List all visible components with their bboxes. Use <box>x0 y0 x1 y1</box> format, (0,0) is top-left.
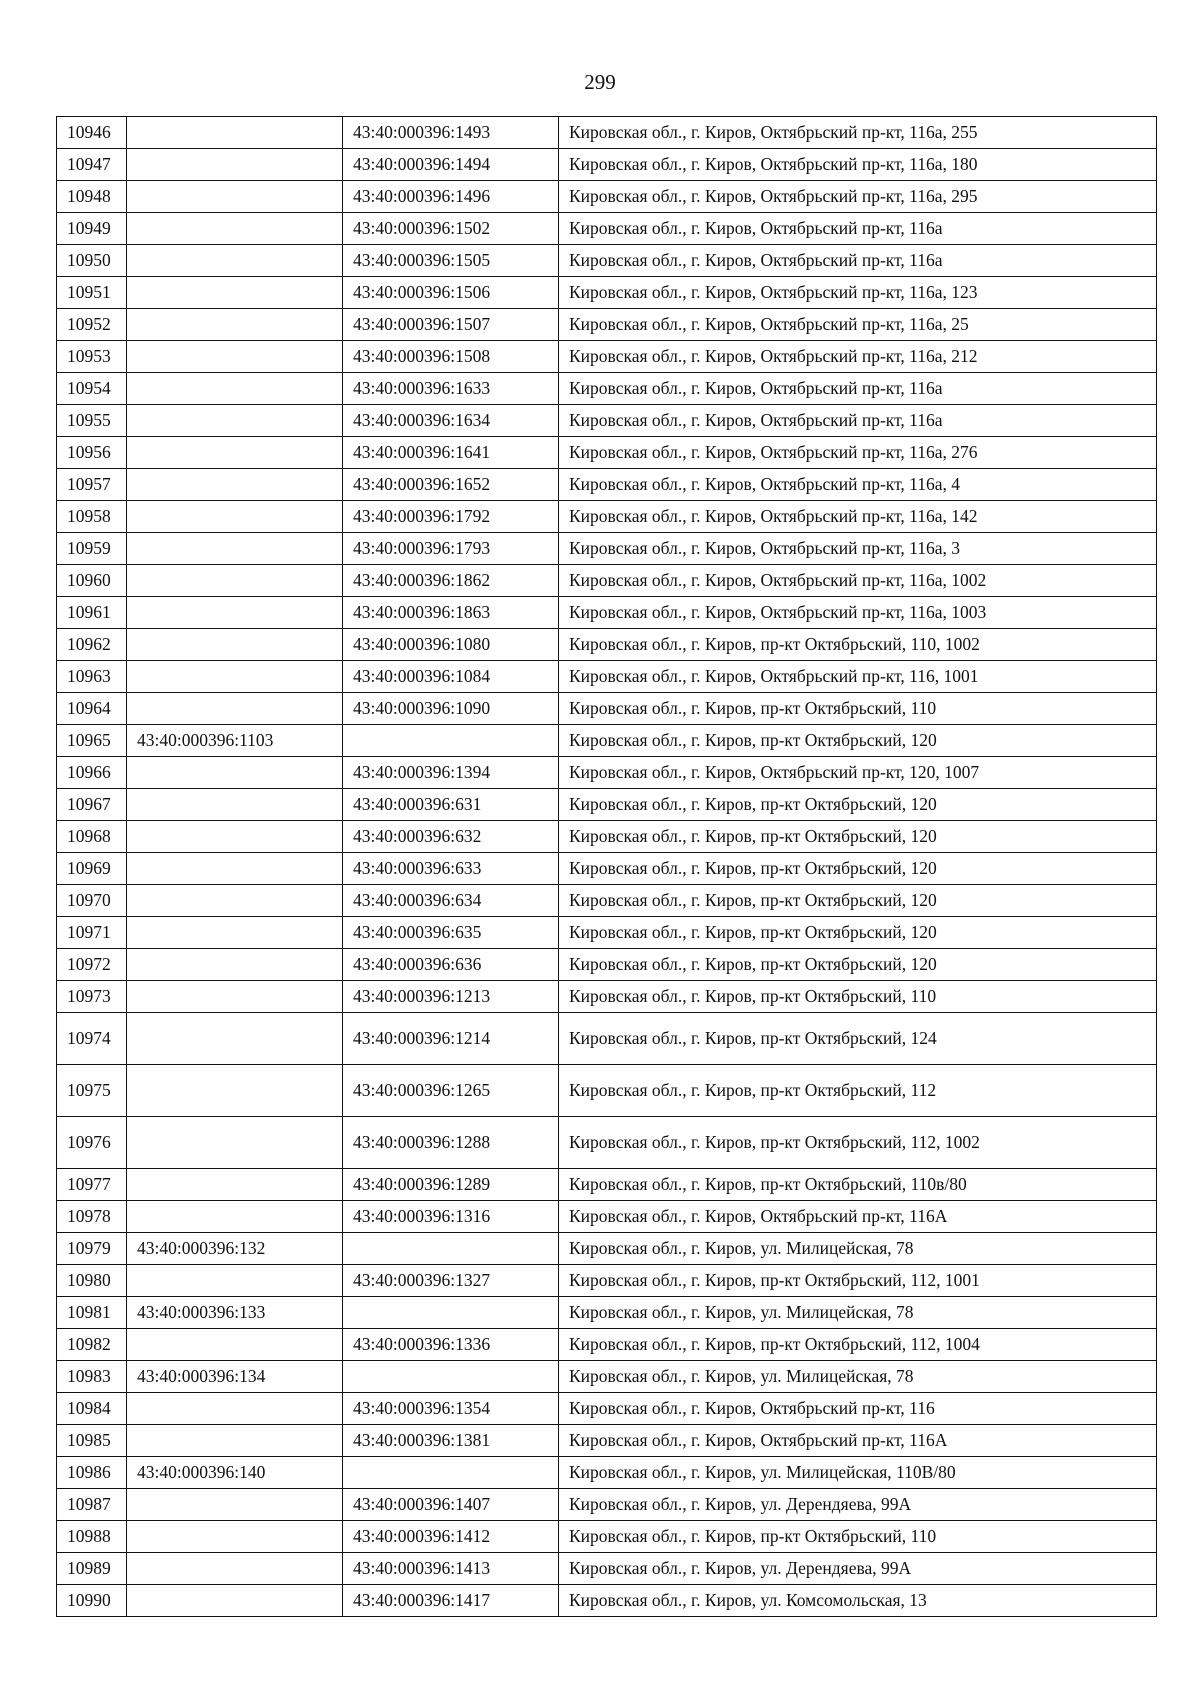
building-cadastral-cell <box>127 1489 343 1521</box>
premises-cadastral-cell <box>343 725 559 757</box>
registry-table <box>56 116 1157 1617</box>
building-cadastral-cell <box>127 981 343 1013</box>
row-number-cell: 10966 <box>57 757 127 789</box>
building-cadastral-cell <box>127 661 343 693</box>
premises-cadastral-cell: 43:40:000396:1494 <box>343 149 559 181</box>
row-number-cell: 10951 <box>57 277 127 309</box>
premises-cadastral-cell <box>343 1233 559 1265</box>
address-cell: Кировская обл., г. Киров, Октябрьский пр-кт, 116а, 4 <box>559 469 1157 501</box>
building-cadastral-cell <box>127 1169 343 1201</box>
table-row <box>57 1169 1157 1201</box>
premises-cadastral-cell: 43:40:000396:1316 <box>343 1201 559 1233</box>
premises-cadastral-cell: 43:40:000396:1084 <box>343 661 559 693</box>
premises-cadastral-cell: 43:40:000396:1506 <box>343 277 559 309</box>
premises-cadastral-cell: 43:40:000396:1213 <box>343 981 559 1013</box>
table-row <box>57 1329 1157 1361</box>
table-row <box>57 1117 1157 1169</box>
address-cell: Кировская обл., г. Киров, Октябрьский пр-кт, 116а, 255 <box>559 117 1157 149</box>
table-row <box>57 1585 1157 1617</box>
premises-cadastral-cell: 43:40:000396:634 <box>343 885 559 917</box>
table-row <box>57 949 1157 981</box>
premises-cadastral-cell <box>343 1297 559 1329</box>
premises-cadastral-cell: 43:40:000396:1641 <box>343 437 559 469</box>
building-cadastral-cell <box>127 917 343 949</box>
row-number-cell: 10961 <box>57 597 127 629</box>
address-cell: Кировская обл., г. Киров, ул. Дерендяева, 99А <box>559 1553 1157 1585</box>
row-number-cell: 10947 <box>57 149 127 181</box>
row-number-cell: 10973 <box>57 981 127 1013</box>
building-cadastral-cell <box>127 469 343 501</box>
premises-cadastral-cell: 43:40:000396:1336 <box>343 1329 559 1361</box>
premises-cadastral-cell: 43:40:000396:1793 <box>343 533 559 565</box>
row-number-cell: 10985 <box>57 1425 127 1457</box>
address-cell: Кировская обл., г. Киров, Октябрьский пр-кт, 116а, 295 <box>559 181 1157 213</box>
building-cadastral-cell <box>127 1013 343 1065</box>
table-row <box>57 1297 1157 1329</box>
row-number-cell: 10972 <box>57 949 127 981</box>
table-row <box>57 437 1157 469</box>
table-row <box>57 917 1157 949</box>
building-cadastral-cell <box>127 341 343 373</box>
premises-cadastral-cell: 43:40:000396:1652 <box>343 469 559 501</box>
address-cell: Кировская обл., г. Киров, пр-кт Октябрьский, 110 <box>559 981 1157 1013</box>
building-cadastral-cell <box>127 853 343 885</box>
table-row <box>57 1065 1157 1117</box>
building-cadastral-cell <box>127 757 343 789</box>
building-cadastral-cell <box>127 1265 343 1297</box>
premises-cadastral-cell: 43:40:000396:1863 <box>343 597 559 629</box>
premises-cadastral-cell: 43:40:000396:632 <box>343 821 559 853</box>
premises-cadastral-cell: 43:40:000396:1265 <box>343 1065 559 1117</box>
address-cell: Кировская обл., г. Киров, Октябрьский пр-кт, 116 <box>559 1393 1157 1425</box>
building-cadastral-cell: 43:40:000396:132 <box>127 1233 343 1265</box>
row-number-cell: 10977 <box>57 1169 127 1201</box>
address-cell: Кировская обл., г. Киров, Октябрьский пр-кт, 116а, 276 <box>559 437 1157 469</box>
row-number-cell: 10962 <box>57 629 127 661</box>
premises-cadastral-cell: 43:40:000396:1394 <box>343 757 559 789</box>
building-cadastral-cell <box>127 1117 343 1169</box>
building-cadastral-cell: 43:40:000396:140 <box>127 1457 343 1489</box>
table-row <box>57 117 1157 149</box>
row-number-cell: 10964 <box>57 693 127 725</box>
table-row <box>57 373 1157 405</box>
row-number-cell: 10980 <box>57 1265 127 1297</box>
row-number-cell: 10987 <box>57 1489 127 1521</box>
building-cadastral-cell <box>127 1553 343 1585</box>
row-number-cell: 10965 <box>57 725 127 757</box>
building-cadastral-cell <box>127 213 343 245</box>
row-number-cell: 10982 <box>57 1329 127 1361</box>
table-row <box>57 1265 1157 1297</box>
table-row <box>57 245 1157 277</box>
row-number-cell: 10954 <box>57 373 127 405</box>
table-row <box>57 629 1157 661</box>
table-row <box>57 1521 1157 1553</box>
premises-cadastral-cell: 43:40:000396:1289 <box>343 1169 559 1201</box>
building-cadastral-cell <box>127 821 343 853</box>
premises-cadastral-cell: 43:40:000396:1381 <box>343 1425 559 1457</box>
address-cell: Кировская обл., г. Киров, пр-кт Октябрьский, 110, 1002 <box>559 629 1157 661</box>
table-row <box>57 181 1157 213</box>
address-cell: Кировская обл., г. Киров, Октябрьский пр-кт, 116а, 180 <box>559 149 1157 181</box>
table-row <box>57 469 1157 501</box>
table-row <box>57 661 1157 693</box>
table-row <box>57 853 1157 885</box>
address-cell: Кировская обл., г. Киров, Октябрьский пр-кт, 120, 1007 <box>559 757 1157 789</box>
address-cell: Кировская обл., г. Киров, ул. Комсомольская, 13 <box>559 1585 1157 1617</box>
row-number-cell: 10948 <box>57 181 127 213</box>
building-cadastral-cell: 43:40:000396:133 <box>127 1297 343 1329</box>
building-cadastral-cell <box>127 245 343 277</box>
premises-cadastral-cell: 43:40:000396:1412 <box>343 1521 559 1553</box>
address-cell: Кировская обл., г. Киров, Октябрьский пр-кт, 116а <box>559 405 1157 437</box>
address-cell: Кировская обл., г. Киров, ул. Милицейская, 110В/80 <box>559 1457 1157 1489</box>
address-cell: Кировская обл., г. Киров, пр-кт Октябрьский, 112, 1004 <box>559 1329 1157 1361</box>
address-cell: Кировская обл., г. Киров, ул. Милицейская, 78 <box>559 1361 1157 1393</box>
building-cadastral-cell <box>127 1585 343 1617</box>
premises-cadastral-cell: 43:40:000396:1493 <box>343 117 559 149</box>
address-cell: Кировская обл., г. Киров, ул. Дерендяева, 99А <box>559 1489 1157 1521</box>
table-row <box>57 789 1157 821</box>
row-number-cell: 10949 <box>57 213 127 245</box>
building-cadastral-cell <box>127 437 343 469</box>
address-cell: Кировская обл., г. Киров, пр-кт Октябрьский, 120 <box>559 917 1157 949</box>
premises-cadastral-cell: 43:40:000396:1633 <box>343 373 559 405</box>
premises-cadastral-cell: 43:40:000396:1288 <box>343 1117 559 1169</box>
building-cadastral-cell <box>127 1393 343 1425</box>
address-cell: Кировская обл., г. Киров, Октябрьский пр-кт, 116а, 1003 <box>559 597 1157 629</box>
premises-cadastral-cell: 43:40:000396:1862 <box>343 565 559 597</box>
address-cell: Кировская обл., г. Киров, Октябрьский пр-кт, 116А <box>559 1201 1157 1233</box>
address-cell: Кировская обл., г. Киров, пр-кт Октябрьский, 120 <box>559 821 1157 853</box>
table-row <box>57 885 1157 917</box>
row-number-cell: 10981 <box>57 1297 127 1329</box>
table-row <box>57 1425 1157 1457</box>
table-row <box>57 213 1157 245</box>
premises-cadastral-cell: 43:40:000396:633 <box>343 853 559 885</box>
premises-cadastral-cell: 43:40:000396:635 <box>343 917 559 949</box>
premises-cadastral-cell: 43:40:000396:1214 <box>343 1013 559 1065</box>
row-number-cell: 10960 <box>57 565 127 597</box>
premises-cadastral-cell <box>343 1361 559 1393</box>
row-number-cell: 10950 <box>57 245 127 277</box>
building-cadastral-cell <box>127 629 343 661</box>
building-cadastral-cell <box>127 885 343 917</box>
table-row <box>57 1553 1157 1585</box>
row-number-cell: 10978 <box>57 1201 127 1233</box>
address-cell: Кировская обл., г. Киров, пр-кт Октябрьский, 120 <box>559 853 1157 885</box>
row-number-cell: 10952 <box>57 309 127 341</box>
row-number-cell: 10986 <box>57 1457 127 1489</box>
building-cadastral-cell <box>127 565 343 597</box>
premises-cadastral-cell: 43:40:000396:1417 <box>343 1585 559 1617</box>
table-row <box>57 309 1157 341</box>
building-cadastral-cell <box>127 1201 343 1233</box>
row-number-cell: 10971 <box>57 917 127 949</box>
building-cadastral-cell <box>127 277 343 309</box>
address-cell: Кировская обл., г. Киров, пр-кт Октябрьский, 120 <box>559 789 1157 821</box>
row-number-cell: 10975 <box>57 1065 127 1117</box>
premises-cadastral-cell: 43:40:000396:1090 <box>343 693 559 725</box>
premises-cadastral-cell: 43:40:000396:1327 <box>343 1265 559 1297</box>
row-number-cell: 10970 <box>57 885 127 917</box>
address-cell: Кировская обл., г. Киров, Октябрьский пр-кт, 116а, 25 <box>559 309 1157 341</box>
premises-cadastral-cell: 43:40:000396:1354 <box>343 1393 559 1425</box>
table-row <box>57 1457 1157 1489</box>
building-cadastral-cell <box>127 693 343 725</box>
building-cadastral-cell <box>127 1329 343 1361</box>
building-cadastral-cell <box>127 309 343 341</box>
table-row <box>57 693 1157 725</box>
building-cadastral-cell <box>127 1425 343 1457</box>
table-row <box>57 501 1157 533</box>
address-cell: Кировская обл., г. Киров, пр-кт Октябрьский, 112, 1002 <box>559 1117 1157 1169</box>
building-cadastral-cell <box>127 789 343 821</box>
table-row <box>57 725 1157 757</box>
address-cell: Кировская обл., г. Киров, Октябрьский пр-кт, 116а <box>559 373 1157 405</box>
address-cell: Кировская обл., г. Киров, Октябрьский пр-кт, 116, 1001 <box>559 661 1157 693</box>
table-row <box>57 1361 1157 1393</box>
building-cadastral-cell <box>127 117 343 149</box>
table-row <box>57 757 1157 789</box>
table-row <box>57 1233 1157 1265</box>
row-number-cell: 10983 <box>57 1361 127 1393</box>
row-number-cell: 10953 <box>57 341 127 373</box>
premises-cadastral-cell: 43:40:000396:1496 <box>343 181 559 213</box>
premises-cadastral-cell: 43:40:000396:1634 <box>343 405 559 437</box>
address-cell: Кировская обл., г. Киров, ул. Милицейская, 78 <box>559 1297 1157 1329</box>
premises-cadastral-cell: 43:40:000396:631 <box>343 789 559 821</box>
row-number-cell: 10959 <box>57 533 127 565</box>
address-cell: Кировская обл., г. Киров, пр-кт Октябрьский, 110в/80 <box>559 1169 1157 1201</box>
building-cadastral-cell <box>127 405 343 437</box>
premises-cadastral-cell: 43:40:000396:1080 <box>343 629 559 661</box>
premises-cadastral-cell: 43:40:000396:1505 <box>343 245 559 277</box>
building-cadastral-cell: 43:40:000396:134 <box>127 1361 343 1393</box>
address-cell: Кировская обл., г. Киров, Октябрьский пр-кт, 116а, 1002 <box>559 565 1157 597</box>
address-cell: Кировская обл., г. Киров, Октябрьский пр-кт, 116А <box>559 1425 1157 1457</box>
address-cell: Кировская обл., г. Киров, пр-кт Октябрьский, 120 <box>559 725 1157 757</box>
row-number-cell: 10974 <box>57 1013 127 1065</box>
address-cell: Кировская обл., г. Киров, Октябрьский пр-кт, 116а, 212 <box>559 341 1157 373</box>
table-row <box>57 1489 1157 1521</box>
premises-cadastral-cell: 43:40:000396:1507 <box>343 309 559 341</box>
row-number-cell: 10946 <box>57 117 127 149</box>
building-cadastral-cell <box>127 149 343 181</box>
row-number-cell: 10979 <box>57 1233 127 1265</box>
address-cell: Кировская обл., г. Киров, пр-кт Октябрьский, 110 <box>559 1521 1157 1553</box>
table-row <box>57 277 1157 309</box>
address-cell: Кировская обл., г. Киров, Октябрьский пр-кт, 116а, 3 <box>559 533 1157 565</box>
row-number-cell: 10967 <box>57 789 127 821</box>
table-body <box>57 117 1157 1617</box>
row-number-cell: 10968 <box>57 821 127 853</box>
building-cadastral-cell <box>127 1521 343 1553</box>
building-cadastral-cell <box>127 501 343 533</box>
table-row <box>57 1393 1157 1425</box>
building-cadastral-cell <box>127 949 343 981</box>
row-number-cell: 10957 <box>57 469 127 501</box>
premises-cadastral-cell: 43:40:000396:1508 <box>343 341 559 373</box>
table-row <box>57 597 1157 629</box>
address-cell: Кировская обл., г. Киров, Октябрьский пр-кт, 116а <box>559 245 1157 277</box>
building-cadastral-cell <box>127 597 343 629</box>
address-cell: Кировская обл., г. Киров, пр-кт Октябрьский, 124 <box>559 1013 1157 1065</box>
address-cell: Кировская обл., г. Киров, Октябрьский пр-кт, 116а <box>559 213 1157 245</box>
address-cell: Кировская обл., г. Киров, Октябрьский пр-кт, 116а, 123 <box>559 277 1157 309</box>
address-cell: Кировская обл., г. Киров, пр-кт Октябрьский, 120 <box>559 949 1157 981</box>
row-number-cell: 10956 <box>57 437 127 469</box>
row-number-cell: 10958 <box>57 501 127 533</box>
premises-cadastral-cell: 43:40:000396:1407 <box>343 1489 559 1521</box>
table-row <box>57 533 1157 565</box>
building-cadastral-cell <box>127 1065 343 1117</box>
row-number-cell: 10955 <box>57 405 127 437</box>
premises-cadastral-cell: 43:40:000396:1792 <box>343 501 559 533</box>
address-cell: Кировская обл., г. Киров, пр-кт Октябрьский, 110 <box>559 693 1157 725</box>
building-cadastral-cell <box>127 533 343 565</box>
premises-cadastral-cell <box>343 1457 559 1489</box>
address-cell: Кировская обл., г. Киров, пр-кт Октябрьский, 120 <box>559 885 1157 917</box>
premises-cadastral-cell: 43:40:000396:1413 <box>343 1553 559 1585</box>
row-number-cell: 10963 <box>57 661 127 693</box>
address-cell: Кировская обл., г. Киров, пр-кт Октябрьский, 112 <box>559 1065 1157 1117</box>
building-cadastral-cell <box>127 373 343 405</box>
row-number-cell: 10976 <box>57 1117 127 1169</box>
table-row <box>57 1013 1157 1065</box>
row-number-cell: 10988 <box>57 1521 127 1553</box>
table-row <box>57 341 1157 373</box>
row-number-cell: 10969 <box>57 853 127 885</box>
building-cadastral-cell <box>127 181 343 213</box>
premises-cadastral-cell: 43:40:000396:1502 <box>343 213 559 245</box>
row-number-cell: 10984 <box>57 1393 127 1425</box>
table-row <box>57 565 1157 597</box>
address-cell: Кировская обл., г. Киров, пр-кт Октябрьский, 112, 1001 <box>559 1265 1157 1297</box>
table-row <box>57 149 1157 181</box>
table-row <box>57 821 1157 853</box>
row-number-cell: 10989 <box>57 1553 127 1585</box>
premises-cadastral-cell: 43:40:000396:636 <box>343 949 559 981</box>
table-row <box>57 1201 1157 1233</box>
table-row <box>57 981 1157 1013</box>
address-cell: Кировская обл., г. Киров, ул. Милицейская, 78 <box>559 1233 1157 1265</box>
page-number: 299 <box>584 70 616 94</box>
table-row <box>57 405 1157 437</box>
building-cadastral-cell: 43:40:000396:1103 <box>127 725 343 757</box>
row-number-cell: 10990 <box>57 1585 127 1617</box>
address-cell: Кировская обл., г. Киров, Октябрьский пр-кт, 116а, 142 <box>559 501 1157 533</box>
